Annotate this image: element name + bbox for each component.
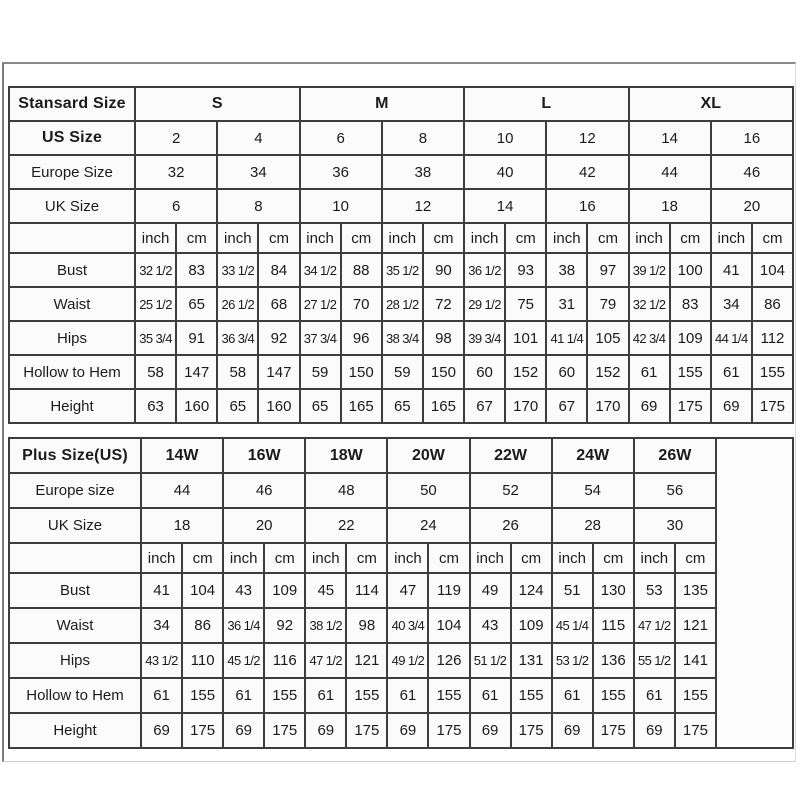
header-value-cell: 4: [217, 121, 299, 155]
unit-label-cell: inch: [387, 543, 428, 573]
unit-label-cell: cm: [587, 223, 628, 253]
measure-value-cell: 43: [223, 573, 264, 608]
measure-value-cell: 61: [552, 678, 593, 713]
unit-label-cell: inch: [300, 223, 341, 253]
measure-value-cell: 26 1/2: [217, 287, 258, 321]
header-value-cell: 12: [382, 189, 464, 223]
unit-label-cell: inch: [135, 223, 176, 253]
table-title-label: Plus Size(US): [9, 438, 141, 473]
measure-value-cell: 170: [587, 389, 628, 423]
measure-value-cell: 105: [587, 321, 628, 355]
unit-label-cell: inch: [141, 543, 182, 573]
measure-value-cell: 41: [141, 573, 182, 608]
measure-value-cell: 36 1/2: [464, 253, 505, 287]
measure-value-cell: 121: [675, 608, 716, 643]
size-group-cell: 24W: [552, 438, 634, 473]
measure-value-cell: 61: [305, 678, 346, 713]
row-label: Height: [9, 389, 135, 423]
measure-value-cell: 84: [258, 253, 299, 287]
measure-value-cell: 35 3/4: [135, 321, 176, 355]
row-label: Europe Size: [9, 155, 135, 189]
header-value-cell: 12: [546, 121, 628, 155]
measure-value-cell: 119: [428, 573, 469, 608]
measure-value-cell: 40 3/4: [387, 608, 428, 643]
header-value-cell: 26: [470, 508, 552, 543]
size-group-cell: S: [135, 87, 300, 121]
measure-value-cell: 88: [341, 253, 382, 287]
measure-value-cell: 175: [675, 713, 716, 748]
measure-value-cell: 47 1/2: [305, 643, 346, 678]
measure-value-cell: 45 1/4: [552, 608, 593, 643]
measure-value-cell: 165: [341, 389, 382, 423]
header-value-cell: 18: [141, 508, 223, 543]
table-row: [9, 355, 793, 389]
unit-label-cell: inch: [546, 223, 587, 253]
header-value-cell: 6: [300, 121, 382, 155]
row-label: Hollow to Hem: [9, 355, 135, 389]
unit-label-cell: inch: [629, 223, 670, 253]
measure-value-cell: 136: [593, 643, 634, 678]
unit-label-cell: cm: [258, 223, 299, 253]
header-value-cell: 10: [464, 121, 546, 155]
unit-label-cell: inch: [305, 543, 346, 573]
measure-value-cell: 69: [141, 713, 182, 748]
row-label: Height: [9, 713, 141, 748]
header-value-cell: 20: [223, 508, 305, 543]
table-title-label: Stansard Size: [9, 87, 135, 121]
measure-value-cell: 61: [634, 678, 675, 713]
size-group-cell: L: [464, 87, 629, 121]
size-group-cell: 16W: [223, 438, 305, 473]
measure-value-cell: 36 1/4: [223, 608, 264, 643]
measure-value-cell: 49: [470, 573, 511, 608]
header-value-cell: 44: [629, 155, 711, 189]
unit-label-cell: inch: [464, 223, 505, 253]
measure-value-cell: 155: [182, 678, 223, 713]
measure-value-cell: 98: [423, 321, 464, 355]
measure-value-cell: 67: [546, 389, 587, 423]
header-value-cell: 20: [711, 189, 793, 223]
unit-label-cell: cm: [670, 223, 711, 253]
size-group-cell: M: [300, 87, 465, 121]
measure-value-cell: 91: [176, 321, 217, 355]
measure-value-cell: 33 1/2: [217, 253, 258, 287]
measure-value-cell: 155: [752, 355, 793, 389]
unit-label-cell: cm: [428, 543, 469, 573]
header-value-cell: 40: [464, 155, 546, 189]
header-value-cell: 8: [217, 189, 299, 223]
measure-value-cell: 60: [546, 355, 587, 389]
size-group-cell: 26W: [634, 438, 716, 473]
measure-value-cell: 170: [505, 389, 546, 423]
header-value-cell: 46: [223, 473, 305, 508]
unit-label-cell: cm: [182, 543, 223, 573]
measure-value-cell: 60: [464, 355, 505, 389]
measure-value-cell: 101: [505, 321, 546, 355]
measure-value-cell: 55 1/2: [634, 643, 675, 678]
measure-value-cell: 86: [182, 608, 223, 643]
measure-value-cell: 61: [223, 678, 264, 713]
unit-label-cell: cm: [593, 543, 634, 573]
measure-value-cell: 69: [305, 713, 346, 748]
standard-size-table-body: [9, 87, 793, 423]
table-row: [9, 608, 793, 643]
table-row: [9, 223, 793, 253]
measure-value-cell: 58: [135, 355, 176, 389]
measure-value-cell: 28 1/2: [382, 287, 423, 321]
measure-value-cell: 53 1/2: [552, 643, 593, 678]
measure-value-cell: 124: [511, 573, 552, 608]
measure-value-cell: 130: [593, 573, 634, 608]
measure-value-cell: 175: [428, 713, 469, 748]
measure-value-cell: 44 1/4: [711, 321, 752, 355]
measure-value-cell: 72: [423, 287, 464, 321]
measure-value-cell: 135: [675, 573, 716, 608]
measure-value-cell: 35 1/2: [382, 253, 423, 287]
measure-value-cell: 109: [264, 573, 305, 608]
size-group-cell: 18W: [305, 438, 387, 473]
unit-label-cell: cm: [341, 223, 382, 253]
unit-label-cell: inch: [634, 543, 675, 573]
measure-value-cell: 25 1/2: [135, 287, 176, 321]
measure-value-cell: 61: [629, 355, 670, 389]
measure-value-cell: 43: [470, 608, 511, 643]
measure-value-cell: 38: [546, 253, 587, 287]
header-value-cell: 22: [305, 508, 387, 543]
measure-value-cell: 175: [511, 713, 552, 748]
table-row: [9, 473, 793, 508]
unit-row-spacer: [9, 223, 135, 253]
measure-value-cell: 160: [176, 389, 217, 423]
measure-value-cell: 69: [634, 713, 675, 748]
row-label: Hips: [9, 643, 141, 678]
measure-value-cell: 69: [629, 389, 670, 423]
header-value-cell: 50: [387, 473, 469, 508]
measure-value-cell: 150: [423, 355, 464, 389]
measure-value-cell: 59: [300, 355, 341, 389]
table-row: [9, 121, 793, 155]
measure-value-cell: 175: [752, 389, 793, 423]
measure-value-cell: 92: [264, 608, 305, 643]
measure-value-cell: 31: [546, 287, 587, 321]
plus-size-table-body: [9, 438, 793, 748]
measure-value-cell: 155: [675, 678, 716, 713]
measure-value-cell: 61: [711, 355, 752, 389]
table-row: [9, 508, 793, 543]
measure-value-cell: 114: [346, 573, 387, 608]
measure-value-cell: 67: [464, 389, 505, 423]
measure-value-cell: 104: [428, 608, 469, 643]
header-value-cell: 6: [135, 189, 217, 223]
table-row: [9, 321, 793, 355]
row-label: UK Size: [9, 508, 141, 543]
row-label: US Size: [9, 121, 135, 155]
measure-value-cell: 90: [423, 253, 464, 287]
measure-value-cell: 39 1/2: [629, 253, 670, 287]
header-value-cell: 54: [552, 473, 634, 508]
measure-value-cell: 116: [264, 643, 305, 678]
measure-value-cell: 126: [428, 643, 469, 678]
row-label: Waist: [9, 608, 141, 643]
table-row: [9, 678, 793, 713]
measure-value-cell: 150: [341, 355, 382, 389]
unit-label-cell: inch: [382, 223, 423, 253]
size-group-cell: 14W: [141, 438, 223, 473]
measure-value-cell: 45: [305, 573, 346, 608]
empty-column-cell: [716, 438, 793, 748]
header-value-cell: 48: [305, 473, 387, 508]
unit-label-cell: inch: [552, 543, 593, 573]
measure-value-cell: 165: [423, 389, 464, 423]
measure-value-cell: 131: [511, 643, 552, 678]
unit-label-cell: inch: [223, 543, 264, 573]
measure-value-cell: 121: [346, 643, 387, 678]
measure-value-cell: 61: [141, 678, 182, 713]
header-value-cell: 14: [464, 189, 546, 223]
measure-value-cell: 175: [670, 389, 711, 423]
measure-value-cell: 93: [505, 253, 546, 287]
measure-value-cell: 110: [182, 643, 223, 678]
measure-value-cell: 41 1/4: [546, 321, 587, 355]
measure-value-cell: 42 3/4: [629, 321, 670, 355]
measure-value-cell: 49 1/2: [387, 643, 428, 678]
measure-value-cell: 61: [387, 678, 428, 713]
measure-value-cell: 97: [587, 253, 628, 287]
header-value-cell: 32: [135, 155, 217, 189]
unit-label-cell: cm: [505, 223, 546, 253]
unit-label-cell: cm: [176, 223, 217, 253]
measure-value-cell: 175: [593, 713, 634, 748]
header-value-cell: 46: [711, 155, 793, 189]
table-row: [9, 253, 793, 287]
header-value-cell: 30: [634, 508, 716, 543]
header-value-cell: 44: [141, 473, 223, 508]
measure-value-cell: 34: [711, 287, 752, 321]
measure-value-cell: 175: [346, 713, 387, 748]
table-row: [9, 643, 793, 678]
table-row: [9, 189, 793, 223]
measure-value-cell: 152: [505, 355, 546, 389]
measure-value-cell: 98: [346, 608, 387, 643]
measure-value-cell: 51 1/2: [470, 643, 511, 678]
measure-value-cell: 104: [182, 573, 223, 608]
header-value-cell: 56: [634, 473, 716, 508]
table-row: [9, 438, 793, 473]
header-value-cell: 42: [546, 155, 628, 189]
measure-value-cell: 104: [752, 253, 793, 287]
plus-size-table: [8, 437, 794, 749]
table-row: [9, 87, 793, 121]
measure-value-cell: 43 1/2: [141, 643, 182, 678]
header-value-cell: 36: [300, 155, 382, 189]
measure-value-cell: 51: [552, 573, 593, 608]
unit-label-cell: inch: [711, 223, 752, 253]
measure-value-cell: 69: [711, 389, 752, 423]
header-value-cell: 16: [711, 121, 793, 155]
size-group-cell: 22W: [470, 438, 552, 473]
row-label: Hips: [9, 321, 135, 355]
measure-value-cell: 155: [346, 678, 387, 713]
measure-value-cell: 47 1/2: [634, 608, 675, 643]
measure-value-cell: 112: [752, 321, 793, 355]
header-value-cell: 16: [546, 189, 628, 223]
measure-value-cell: 38 3/4: [382, 321, 423, 355]
header-value-cell: 14: [629, 121, 711, 155]
measure-value-cell: 63: [135, 389, 176, 423]
header-value-cell: 8: [382, 121, 464, 155]
measure-value-cell: 69: [387, 713, 428, 748]
measure-value-cell: 96: [341, 321, 382, 355]
measure-value-cell: 69: [552, 713, 593, 748]
measure-value-cell: 34: [141, 608, 182, 643]
measure-value-cell: 58: [217, 355, 258, 389]
measure-value-cell: 32 1/2: [629, 287, 670, 321]
measure-value-cell: 109: [670, 321, 711, 355]
measure-value-cell: 175: [182, 713, 223, 748]
measure-value-cell: 65: [217, 389, 258, 423]
size-group-cell: 20W: [387, 438, 469, 473]
header-value-cell: 18: [629, 189, 711, 223]
row-label: Waist: [9, 287, 135, 321]
header-value-cell: 10: [300, 189, 382, 223]
measure-value-cell: 36 3/4: [217, 321, 258, 355]
size-group-cell: XL: [629, 87, 794, 121]
measure-value-cell: 109: [511, 608, 552, 643]
table-row: [9, 713, 793, 748]
unit-label-cell: cm: [423, 223, 464, 253]
measure-value-cell: 83: [670, 287, 711, 321]
unit-label-cell: cm: [752, 223, 793, 253]
measure-value-cell: 152: [587, 355, 628, 389]
header-value-cell: 24: [387, 508, 469, 543]
measure-value-cell: 147: [176, 355, 217, 389]
table-row: [9, 287, 793, 321]
unit-label-cell: inch: [217, 223, 258, 253]
standard-size-table: [8, 86, 794, 424]
measure-value-cell: 115: [593, 608, 634, 643]
measure-value-cell: 68: [258, 287, 299, 321]
measure-value-cell: 79: [587, 287, 628, 321]
unit-label-cell: cm: [264, 543, 305, 573]
row-label: Europe size: [9, 473, 141, 508]
unit-label-cell: cm: [675, 543, 716, 573]
measure-value-cell: 45 1/2: [223, 643, 264, 678]
measure-value-cell: 155: [593, 678, 634, 713]
measure-value-cell: 83: [176, 253, 217, 287]
header-value-cell: 2: [135, 121, 217, 155]
header-value-cell: 52: [470, 473, 552, 508]
measure-value-cell: 65: [176, 287, 217, 321]
measure-value-cell: 100: [670, 253, 711, 287]
measure-value-cell: 53: [634, 573, 675, 608]
header-value-cell: 34: [217, 155, 299, 189]
measure-value-cell: 141: [675, 643, 716, 678]
measure-value-cell: 47: [387, 573, 428, 608]
measure-value-cell: 27 1/2: [300, 287, 341, 321]
measure-value-cell: 155: [670, 355, 711, 389]
row-label: Bust: [9, 573, 141, 608]
unit-row-spacer: [9, 543, 141, 573]
table-row: [9, 543, 793, 573]
measure-value-cell: 147: [258, 355, 299, 389]
measure-value-cell: 155: [264, 678, 305, 713]
measure-value-cell: 155: [511, 678, 552, 713]
measure-value-cell: 69: [223, 713, 264, 748]
row-label: Hollow to Hem: [9, 678, 141, 713]
measure-value-cell: 37 3/4: [300, 321, 341, 355]
unit-label-cell: cm: [511, 543, 552, 573]
measure-value-cell: 34 1/2: [300, 253, 341, 287]
row-label: UK Size: [9, 189, 135, 223]
measure-value-cell: 69: [470, 713, 511, 748]
measure-value-cell: 175: [264, 713, 305, 748]
table-row: [9, 155, 793, 189]
measure-value-cell: 70: [341, 287, 382, 321]
measure-value-cell: 86: [752, 287, 793, 321]
table-row: [9, 573, 793, 608]
header-value-cell: 28: [552, 508, 634, 543]
measure-value-cell: 155: [428, 678, 469, 713]
measure-value-cell: 160: [258, 389, 299, 423]
measure-value-cell: 61: [470, 678, 511, 713]
measure-value-cell: 29 1/2: [464, 287, 505, 321]
header-value-cell: 38: [382, 155, 464, 189]
measure-value-cell: 32 1/2: [135, 253, 176, 287]
unit-label-cell: cm: [346, 543, 387, 573]
measure-value-cell: 92: [258, 321, 299, 355]
table-row: [9, 389, 793, 423]
row-label: Bust: [9, 253, 135, 287]
measure-value-cell: 39 3/4: [464, 321, 505, 355]
measure-value-cell: 59: [382, 355, 423, 389]
measure-value-cell: 65: [382, 389, 423, 423]
unit-label-cell: inch: [470, 543, 511, 573]
measure-value-cell: 38 1/2: [305, 608, 346, 643]
measure-value-cell: 41: [711, 253, 752, 287]
measure-value-cell: 75: [505, 287, 546, 321]
measure-value-cell: 65: [300, 389, 341, 423]
